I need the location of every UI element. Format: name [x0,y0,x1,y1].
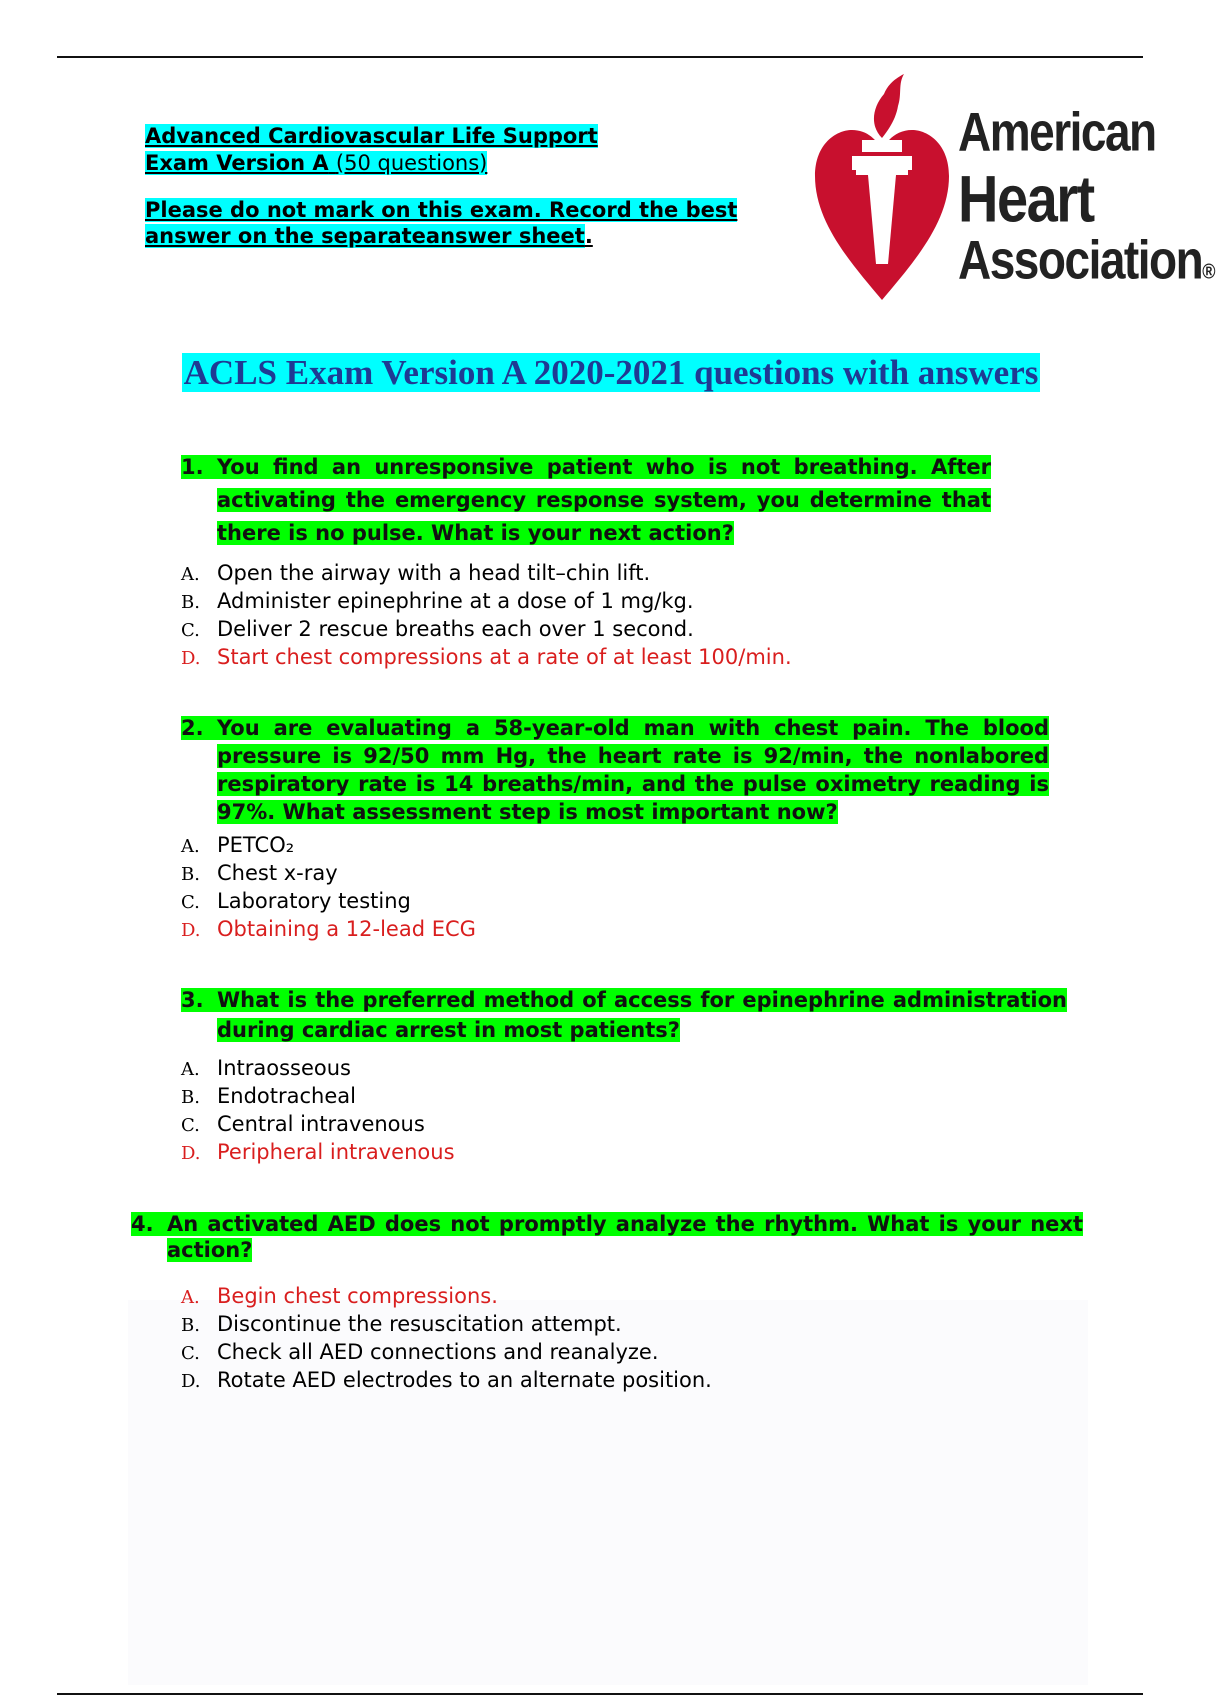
option-letter: C. [181,1343,200,1364]
question-4-option-a-correct [181,1283,1083,1311]
option-text: Intraosseous [217,1056,351,1080]
instruction-text-1: Please do not mark on this exam. Record the best [145,198,738,222]
option-letter: B. [181,592,200,613]
option-text: Laboratory testing [217,889,411,913]
question-2-option-c [181,888,1049,916]
logo-text-association [958,228,1216,292]
option-letter: A. [181,836,200,857]
question-3-option-b [181,1083,1067,1111]
question-4-number: 4. [131,1212,154,1236]
question-3-option-d-correct [181,1139,1067,1167]
question-3-option-c [181,1111,1067,1139]
option-text: Endotracheal [217,1084,356,1108]
question-4-option-c [181,1339,1083,1367]
header-question-count: (50 questions) [335,151,488,175]
option-letter: D. [181,1371,201,1392]
logo-association-word: Association [958,229,1203,291]
question-1-option-d-correct [181,644,991,672]
question-3-options [181,1055,1067,1167]
instruction-line-1 [145,197,785,223]
question-4-option-d [181,1367,1083,1395]
document-title-text: ACLS Exam Version A 2020-2021 questions with answers [183,353,1039,392]
logo-text-american: American [958,101,1156,163]
question-3 [181,985,1067,1167]
option-letter: B. [181,1315,200,1336]
question-2 [181,714,1049,944]
question-1-text: You find an unresponsive patient who is not breathing. After activating the emergency response system, you determine that there is no pulse. What is your next action? [217,455,991,545]
question-2-text: You are evaluating a 58-year-old man with chest pain. The blood pressure is 92/50 mm Hg, the heart rate is 92/min, the nonlabored respiratory rate is 14 breaths/min, and the pulse oximetry reading is 97%. What assessment step is most important now? [217,716,1049,824]
option-letter: D. [181,920,201,941]
option-letter: C. [181,1115,200,1136]
question-1-options [181,560,991,672]
question-4-option-b [181,1311,1083,1339]
option-text: Deliver 2 rescue breaths each over 1 second. [217,617,694,641]
header-title-line [145,123,785,150]
option-letter: C. [181,892,200,913]
header-title: Advanced Cardiovascular Life Support [145,124,598,148]
option-letter: A. [181,1059,200,1080]
instruction-line-2 [145,223,785,249]
question-1 [181,451,991,672]
question-3-stem [181,985,1067,1045]
top-rule [57,56,1143,58]
heart-torch-icon [812,72,952,310]
logo-text-heart: Heart [958,161,1094,236]
header-version-line [145,150,785,177]
option-letter: D. [181,648,201,669]
question-4-stem [131,1211,1083,1263]
header-version-label: Exam Version A [145,151,329,175]
question-2-option-a [181,832,1049,860]
option-text: Administer epinephrine at a dose of 1 mg/kg. [217,589,694,613]
header-version [145,151,487,175]
option-text: Central intravenous [217,1112,425,1136]
option-letter: A. [181,1287,200,1308]
option-letter: B. [181,864,200,885]
question-3-option-a [181,1055,1067,1083]
aha-logo [812,72,1216,310]
option-letter: C. [181,620,200,641]
option-text: Open the airway with a head tilt–chin lift. [217,561,651,585]
logo-registered-mark: ® [1202,259,1216,284]
question-2-options [181,832,1049,944]
question-3-number: 3. [181,988,204,1012]
option-letter: D. [181,1143,201,1164]
option-text: Begin chest compressions. [217,1284,498,1308]
question-2-number: 2. [181,716,204,740]
question-3-text: What is the preferred method of access for epinephrine administration during cardiac arrest in most patients? [217,988,1067,1042]
option-text: PETCO₂ [217,833,295,857]
question-4-highlight [131,1212,1083,1262]
instruction-text-2: answer on the separateanswer sheet [145,224,585,248]
instruction-period: . [584,224,593,248]
option-text: Discontinue the resuscitation attempt. [217,1312,622,1336]
option-text: Obtaining a 12-lead ECG [217,917,476,941]
question-2-option-d-correct [181,916,1049,944]
question-1-option-c [181,616,991,644]
option-text: Rotate AED electrodes to an alternate position. [217,1368,712,1392]
document-title [155,351,1067,395]
option-text: Check all AED connections and reanalyze. [217,1340,659,1364]
option-letter: B. [181,1087,200,1108]
question-1-stem [181,451,991,550]
instructions [145,197,785,249]
question-2-stem [181,714,1049,826]
question-2-highlight [181,716,1049,824]
question-1-option-b [181,588,991,616]
option-text: Chest x-ray [217,861,338,885]
bottom-rule [57,1693,1143,1695]
question-4-text: An activated AED does not promptly analyze the rhythm. What is your next action? [167,1212,1083,1262]
exam-header [145,123,785,249]
question-1-highlight [181,455,991,545]
question-3-highlight [181,988,1067,1042]
question-4-options [181,1283,1083,1395]
question-1-number: 1. [181,455,204,479]
question-4 [131,1211,1083,1395]
option-letter: A. [181,564,200,585]
question-2-option-b [181,860,1049,888]
option-text: Start chest compressions at a rate of at least 100/min. [217,645,792,669]
option-text: Peripheral intravenous [217,1140,455,1164]
question-1-option-a [181,560,991,588]
